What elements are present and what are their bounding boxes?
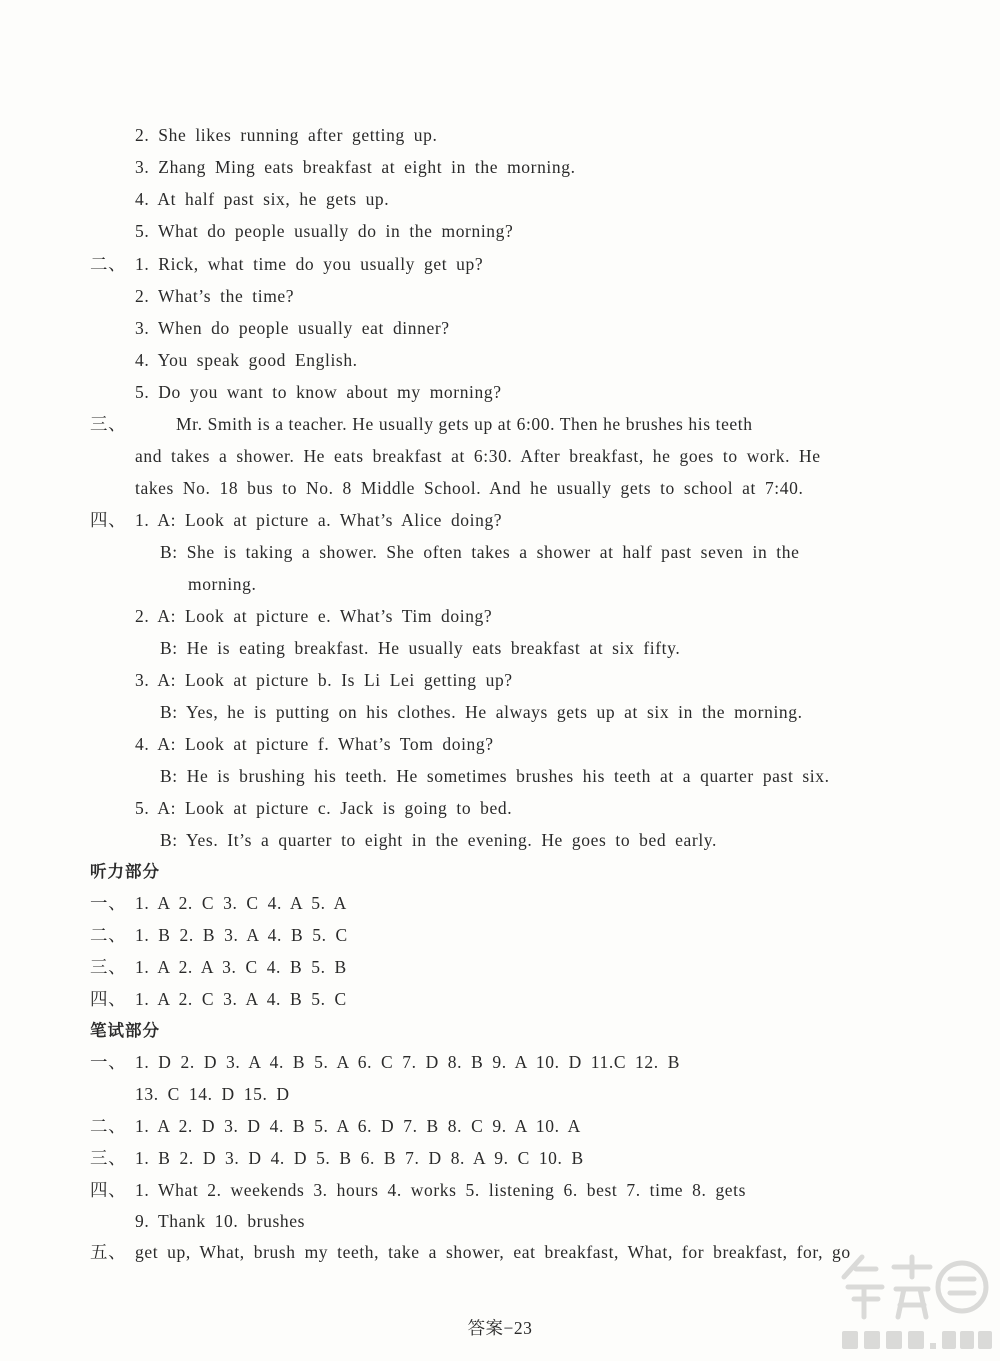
answer-row bbox=[90, 1050, 680, 1074]
answer-row bbox=[90, 923, 348, 947]
answer-text: get up, What, brush my teeth, take a shower, eat breakfast, What, for breakfast, for, go bbox=[135, 1242, 851, 1262]
transcript-line: 3. Zhang Ming eats breakfast at eight in the morning. bbox=[135, 157, 576, 177]
section-marker: 一、 bbox=[90, 893, 127, 913]
answer-row bbox=[90, 1240, 851, 1264]
transcript-line: 5. Do you want to know about my morning? bbox=[135, 382, 502, 402]
transcript-line: 5. What do people usually do in the morning? bbox=[135, 221, 514, 241]
answer-text: 1. B 2. B 3. A 4. B 5. C bbox=[135, 925, 348, 945]
section-2 bbox=[90, 252, 483, 276]
dialogue-line: B: Yes, he is putting on his clothes. He always gets up at six in the morning. bbox=[160, 702, 803, 722]
answer-text: 1. D 2. D 3. A 4. B 5. A 6. C 7. D 8. B 9. A 10. D 11.C 12. B bbox=[135, 1052, 680, 1072]
dialogue-line: morning. bbox=[188, 574, 257, 594]
listening-heading: 听力部分 bbox=[90, 862, 160, 881]
section-marker: 五、 bbox=[90, 1242, 127, 1262]
paragraph-line: and takes a shower. He eats breakfast at 6:30. After breakfast, he goes to work. He bbox=[135, 446, 821, 466]
transcript-line: 4. You speak good English. bbox=[135, 350, 358, 370]
answer-text: 1. A 2. C 3. A 4. B 5. C bbox=[135, 989, 347, 1009]
answer-row bbox=[90, 955, 347, 979]
answer-row bbox=[90, 987, 347, 1011]
dialogue-line: 1. A: Look at picture a. What’s Alice doing? bbox=[135, 510, 503, 530]
answer-text: 1. B 2. D 3. D 4. D 5. B 6. B 7. D 8. A 9. C 10. B bbox=[135, 1148, 584, 1168]
answer-row bbox=[90, 1178, 746, 1202]
page-number: 答案−23 bbox=[467, 1318, 533, 1338]
paragraph-line: takes No. 18 bus to No. 8 Middle School. And he usually gets to school at 7:40. bbox=[135, 478, 804, 498]
transcript-line: 1. Rick, what time do you usually get up? bbox=[135, 254, 484, 274]
dialogue-line: 3. A: Look at picture b. Is Li Lei getting up? bbox=[135, 670, 513, 690]
dialogue-line: 2. A: Look at picture e. What’s Tim doing? bbox=[135, 606, 493, 626]
answer-text: 1. A 2. D 3. D 4. B 5. A 6. D 7. B 8. C 9. A 10. A bbox=[135, 1116, 581, 1136]
answer-row-continued: 9. Thank 10. brushes bbox=[135, 1211, 305, 1231]
answer-row bbox=[90, 1146, 584, 1170]
dialogue-line: B: Yes. It’s a quarter to eight in the evening. He goes to bed early. bbox=[160, 830, 717, 850]
dialogue-line: B: She is taking a shower. She often takes a shower at half past seven in the bbox=[160, 542, 800, 562]
section-marker: 二、 bbox=[90, 254, 127, 274]
written-heading: 笔试部分 bbox=[90, 1021, 160, 1040]
section-marker: 二、 bbox=[90, 1116, 127, 1136]
section-marker: 四、 bbox=[90, 1180, 127, 1200]
answer-text: 1. What 2. weekends 3. hours 4. works 5. listening 6. best 7. time 8. gets bbox=[135, 1180, 747, 1200]
section-marker: 一、 bbox=[90, 1052, 127, 1072]
answer-row bbox=[90, 1114, 581, 1138]
dialogue-line: 4. A: Look at picture f. What’s Tom doing? bbox=[135, 734, 494, 754]
answer-text: 1. A 2. C 3. C 4. A 5. A bbox=[135, 893, 347, 913]
paragraph-line bbox=[176, 412, 860, 436]
answer-text: 1. A 2. A 3. C 4. B 5. B bbox=[135, 957, 347, 977]
section-marker: 三、 bbox=[90, 414, 127, 434]
answer-row bbox=[90, 891, 347, 915]
answer-row-continued: 13. C 14. D 15. D bbox=[135, 1084, 290, 1104]
section-4 bbox=[90, 508, 502, 532]
section-marker: 四、 bbox=[90, 510, 127, 530]
transcript-line: 2. She likes running after getting up. bbox=[135, 125, 438, 145]
section-marker: 三、 bbox=[90, 1148, 127, 1168]
section-marker: 二、 bbox=[90, 925, 127, 945]
transcript-line: 4. At half past six, he gets up. bbox=[135, 189, 390, 209]
section-marker: 四、 bbox=[90, 989, 127, 1009]
dialogue-line: 5. A: Look at picture c. Jack is going to bed. bbox=[135, 798, 513, 818]
transcript-line: 3. When do people usually eat dinner? bbox=[135, 318, 450, 338]
section-marker: 三、 bbox=[90, 957, 127, 977]
transcript-line: 2. What’s the time? bbox=[135, 286, 295, 306]
paragraph-text: Mr. Smith is a teacher. He usually gets up at 6:00. Then he brushes his teeth bbox=[176, 414, 753, 434]
dialogue-line: B: He is eating breakfast. He usually eats breakfast at six fifty. bbox=[160, 638, 681, 658]
dialogue-line: B: He is brushing his teeth. He sometimes brushes his teeth at a quarter past six. bbox=[160, 766, 830, 786]
